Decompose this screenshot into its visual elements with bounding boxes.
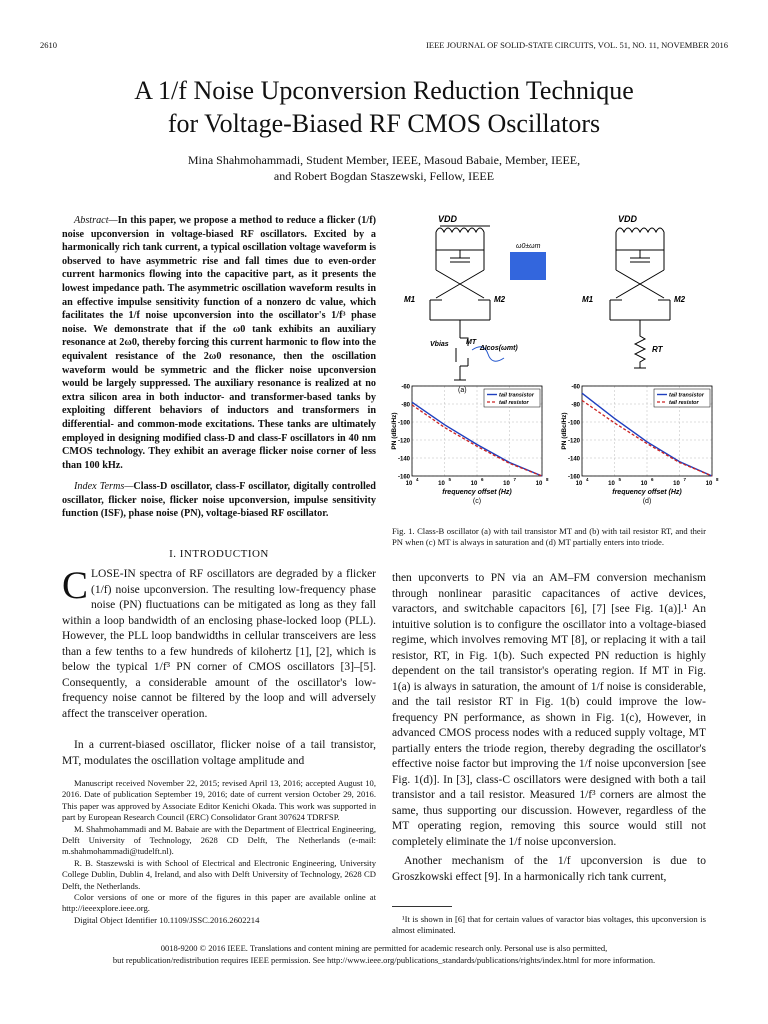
waveform-icon: [510, 252, 546, 280]
abstract: [62, 214, 376, 472]
vdd-label-a: VDD: [438, 214, 458, 224]
x-tick-label: 10: [470, 481, 478, 487]
y-tick-label: -100: [397, 420, 410, 427]
y-tick-label: -160: [397, 474, 410, 481]
x-tick-exponent: 5: [618, 477, 622, 482]
right-footnote: ¹It is shown in [6] that for certain values of varactor bias voltages, this upconversion is almost eliminated.: [392, 914, 706, 936]
rt-label: RT: [652, 345, 663, 354]
copyright-line-1: 0018-9200 © 2016 IEEE. Translations and content mining are permitted for academic research only. Personal use is also permitted,: [160, 943, 608, 953]
x-tick-exponent: 6: [651, 477, 654, 482]
author-list: [40, 152, 728, 184]
intro-text-1: LOSE-IN spectra of RF oscillators are degraded by a flicker (1/f) noise upconversion. The resulting low-frequency phase noise (PN) fluctuations can be mitigated as long as they fall within a loop bandwidth of an enclosing phase-locked loop (PLL). However, the PLL loop bandwidths in cellular transceivers are less than a few tenths to a few hundreds of kilohertz [1], [2], which is below the typical 1/f³ PN corner of CMOS oscillators [3]–[5]. Consequently, a considerable amount of the oscillator's low-frequency noise cannot be filtered by the loop and will adversely affect the transceiver operation.: [62, 568, 376, 720]
noise-label: ΔIcos(ωmt): [480, 345, 518, 352]
footnotes-left: [62, 778, 376, 926]
title-line-2: for Voltage-Biased RF CMOS Oscillators: [167, 109, 601, 138]
authors-line-2: and Robert Bogdan Staszewski, Fellow, IEEE: [273, 169, 495, 183]
m2-label-a: M2: [494, 295, 506, 304]
y-tick-label: -160: [567, 474, 580, 481]
x-tick-label: 10: [405, 481, 413, 487]
right-paragraph-1: then upconverts to PN via an AM–FM conversion mechanism through nonlinear parasitic capacitances of active devices, varactors, and switchable capacitors [6], [7] [see Fig. 1(a)].¹ An intuitive solution is to configure the oscillator into a voltage-biased regime, which involves removing MT [8], or replacing it with a tail resistor, RT, in Fig. 1(b). Such expected PN reduction is highly dependent on the tail transistor's operating region. If MT in Fig. 1(a) is always in saturation, the amount of 1/f noise is considerable, and the tail resistor RT in Fig. 1(b) could improve the low-frequency PN performance, as shown in Fig. 1(c), However, in advanced CMOS process nodes with a reduced supply voltage, MT partially enters the triode region, thereby degrading the oscillator's effective noise factor but improving the 1/f noise upconversion [see Fig. 1(d)]. In [3], class-C oscillators were designed with both a tail transistor and a tail resistor. Measured 1/f³ corners are almost the same, thus supporting our discussion. However, regardless of the MT operating region, removing this source would still not completely eliminate the 1/f noise upconversion.: [392, 572, 706, 848]
index-terms: [62, 480, 376, 521]
legend-label-tail-transistor: tail transistor: [669, 392, 704, 399]
x-tick-exponent: 7: [513, 477, 517, 482]
authors-line-1: Mina Shahmohammadi, Student Member, IEEE, Masoud Babaie, Member, IEEE,: [187, 153, 581, 167]
x-tick-label: 10: [575, 481, 583, 487]
footnote-rule: [392, 906, 452, 907]
x-tick-label: 10: [535, 481, 543, 487]
wave-label: ω0±ωm: [516, 243, 541, 250]
vdd-label-b: VDD: [618, 214, 638, 224]
x-tick-exponent: 6: [481, 477, 484, 482]
x-tick-exponent: 4: [416, 477, 419, 482]
y-tick-label: -140: [397, 456, 410, 463]
y-tick-label: -140: [567, 456, 580, 463]
x-axis-label: frequency offset (Hz): [442, 489, 512, 496]
copyright: [40, 943, 728, 966]
intro-paragraph-1: [62, 564, 376, 722]
abstract-text: In this paper, we propose a method to reduce a flicker (1/f) noise upconversion in voltage-biased RF oscillators. Excited by a harmonically rich tank current, a typical oscillation voltage waveform is observed to have asymmetric rise and fall times due to even-order current harmonics flowing into the capacitive part, as it presents the lowest impedance path. The asymmetric oscillation waveform results in an effective impulse sensitivity function of a nonzero dc value, which facilitates the 1/f noise upconversion into the oscillator's 1/f³ phase noise. We demonstrate that if the ω0 tank exhibits an auxiliary resonance at 2ω0, thereby forcing this current harmonic to flow into the equivalent resistance of the 2ω0 resonance, then the oscillation waveform would be symmetric and the flicker noise upconversion would be largely suppressed. The auxiliary resonance is realized at no extra silicon area in both inductor- and transformer-based tanks by exploiting different behaviors of inductors and transformers in differential- and common-mode excitations. These tanks are ultimately employed in designing modified class-D and class-F oscillators in 40 nm CMOS technology. They exhibit an average flicker noise corner of less than 100 kHz.: [62, 215, 376, 471]
legend-label-tail-resistor: tail resistor: [499, 400, 529, 406]
abstract-label: Abstract—: [74, 215, 118, 226]
x-tick-exponent: 4: [586, 477, 589, 482]
x-axis-label: frequency offset (Hz): [612, 489, 682, 496]
x-tick-exponent: 8: [716, 477, 719, 482]
figure-caption: Fig. 1. Class-B oscillator (a) with tail transistor MT and (b) with tail resistor RT, and their PN when (c) MT is always in saturation and (d) MT partially enters into triode.: [392, 526, 706, 548]
y-tick-label: -120: [567, 438, 580, 445]
mt-label: MT: [466, 339, 477, 346]
footnote-color: Color versions of one or more of the figures in this paper are available online at http://ieeexplore.ieee.org.: [62, 892, 376, 914]
x-tick-label: 10: [640, 481, 648, 487]
title-line-1: A 1/f Noise Upconversion Reduction Technique: [134, 76, 634, 105]
section-heading: I. INTRODUCTION: [169, 548, 269, 560]
index-terms-label: Index Terms—: [74, 481, 134, 492]
intro-paragraph-2: In a current-biased oscillator, flicker noise of a tail transistor, MT, modulates the oscillation voltage amplitude and: [62, 739, 376, 767]
footnote-received: Manuscript received November 22, 2015; revised April 13, 2016; accepted August 10, 2016. Date of publication September 19, 2016; date of current version October 29, 2016. This paper was approved by Associate Editor Kenichi Okada. This work was supported in part by European Research Council (ERC) Consolidator Grant 307624 TDRFSP.: [62, 778, 376, 823]
y-tick-label: -100: [567, 420, 580, 427]
copyright-line-2: but republication/redistribution requires IEEE permission. See http://www.ieee.org/publications_standards/publications/rights/index.html for more information.: [112, 954, 656, 965]
x-tick-exponent: 8: [546, 477, 549, 482]
x-tick-label: 10: [438, 481, 445, 487]
y-tick-label: -60: [401, 384, 410, 391]
subfigure-label: (c): [472, 498, 482, 505]
drop-cap: C: [62, 564, 89, 607]
m1-label-b: M1: [582, 295, 594, 304]
journal-header: IEEE JOURNAL OF SOLID-STATE CIRCUITS, VOL. 51, NO. 11, NOVEMBER 2016: [426, 40, 728, 50]
paper-title: [40, 74, 728, 140]
legend-label-tail-resistor: tail resistor: [669, 400, 699, 406]
right-paragraph-2: Another mechanism of the 1/f upconversion is due to Groszkowski effect [9]. In a harmonically rich tank current,: [392, 855, 706, 883]
y-axis-label: PN (dBc/Hz): [561, 412, 568, 450]
legend-label-tail-transistor: tail transistor: [499, 392, 534, 399]
vbias-label: Vbias: [430, 341, 449, 348]
y-axis-label: PN (dBc/Hz): [391, 412, 398, 450]
plot-c: [391, 385, 549, 506]
x-tick-label: 10: [673, 481, 680, 487]
footnote-affiliation-2: R. B. Staszewski is with School of Electrical and Electronic Engineering, University College Dublin, Dublin 4, Ireland, and also with Delft University of Technology, 2628 CD Delft, the Netherlands.: [62, 857, 376, 891]
y-tick-label: -80: [571, 402, 580, 409]
x-tick-label: 10: [705, 481, 713, 487]
y-tick-label: -60: [571, 384, 580, 391]
x-tick-label: 10: [608, 481, 615, 487]
y-tick-label: -80: [401, 402, 410, 409]
footnote-affiliation-1: M. Shahmohammadi and M. Babaie are with the Department of Electrical Engineering, Delft University of Technology, 2628 CD Delft, The Netherlands (e-mail: m.shahmohammadi@tudelft.nl).: [62, 823, 376, 857]
m1-label-a: M1: [404, 295, 416, 304]
subfigure-label: (d): [642, 498, 652, 505]
m2-label-b: M2: [674, 295, 686, 304]
circuit-a: [430, 226, 504, 380]
page-number: 2610: [40, 40, 57, 50]
index-terms-text: Class-D oscillator, class-F oscillator, digitally controlled oscillator, flicker noise, flicker noise upconversion, impulse sensitivity function (ISF), phase noise (PN), voltage-biased RF oscillator.: [62, 481, 376, 520]
subfigure-a-label: (a): [458, 387, 467, 394]
x-tick-exponent: 5: [448, 477, 452, 482]
x-tick-label: 10: [503, 481, 510, 487]
plot-d: [561, 385, 719, 506]
figure-1: [390, 210, 720, 520]
footnote-doi: Digital Object Identifier 10.1109/JSSC.2016.2602214: [74, 914, 260, 925]
x-tick-exponent: 7: [683, 477, 687, 482]
y-tick-label: -120: [397, 438, 410, 445]
